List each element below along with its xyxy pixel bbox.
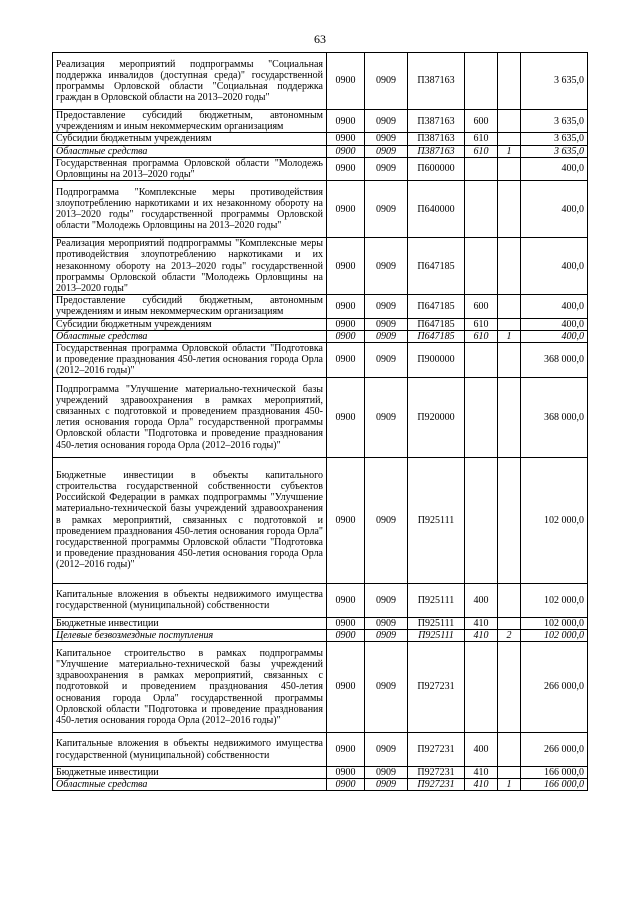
row-section-code: 0909 [365,133,408,145]
table-row [53,343,588,378]
row-expense-type: 410 [465,617,498,629]
row-target-code: П647185 [408,238,465,295]
row-amount: 102 000,0 [521,457,588,583]
row-gp-code: 0900 [327,457,365,583]
row-expense-type [465,377,498,457]
row-section-code: 0909 [365,295,408,318]
row-source-code: 2 [498,629,521,641]
row-source-code [498,733,521,767]
row-name: Субсидии бюджетным учреждениям [53,318,327,330]
row-expense-type: 400 [465,733,498,767]
row-amount: 266 000,0 [521,642,588,733]
row-section-code: 0909 [365,583,408,617]
table-row [53,238,588,295]
row-name: Капитальные вложения в объекты недвижимого имущества государственной (муниципальной) собственности [53,583,327,617]
table-row [53,157,588,180]
row-section-code: 0909 [365,343,408,378]
row-name: Субсидии бюджетным учреждениям [53,133,327,145]
row-expense-type: 400 [465,583,498,617]
row-target-code: П387163 [408,133,465,145]
row-amount: 368 000,0 [521,343,588,378]
table-row [53,145,588,157]
row-expense-type: 600 [465,295,498,318]
row-amount: 400,0 [521,330,588,342]
row-name: Бюджетные инвестиции [53,617,327,629]
row-target-code: П387163 [408,53,465,110]
row-amount: 266 000,0 [521,733,588,767]
row-expense-type [465,343,498,378]
row-source-code: 1 [498,330,521,342]
row-source-code [498,110,521,133]
budget-table [52,52,588,791]
row-gp-code: 0900 [327,377,365,457]
row-name: Областные средства [53,779,327,791]
row-section-code: 0909 [365,767,408,779]
row-amount: 400,0 [521,295,588,318]
row-gp-code: 0900 [327,157,365,180]
row-amount: 3 635,0 [521,133,588,145]
row-expense-type [465,457,498,583]
row-source-code: 1 [498,145,521,157]
row-section-code: 0909 [365,181,408,238]
row-amount: 3 635,0 [521,110,588,133]
row-gp-code: 0900 [327,110,365,133]
row-amount: 368 000,0 [521,377,588,457]
row-amount: 400,0 [521,181,588,238]
row-source-code [498,157,521,180]
row-source-code [498,238,521,295]
table-row [53,733,588,767]
row-gp-code: 0900 [327,767,365,779]
row-target-code: П647185 [408,330,465,342]
row-section-code: 0909 [365,318,408,330]
row-amount: 3 635,0 [521,53,588,110]
row-expense-type [465,642,498,733]
table-row [53,110,588,133]
row-section-code: 0909 [365,145,408,157]
table-row [53,642,588,733]
row-amount: 102 000,0 [521,629,588,641]
row-name: Областные средства [53,145,327,157]
row-section-code: 0909 [365,779,408,791]
row-section-code: 0909 [365,457,408,583]
row-gp-code: 0900 [327,53,365,110]
row-target-code: П640000 [408,181,465,238]
row-target-code: П927231 [408,733,465,767]
row-target-code: П927231 [408,767,465,779]
row-source-code [498,457,521,583]
row-name: Предоставление субсидий бюджетным, автономным учреждениям и иным некоммерческим организациям [53,295,327,318]
row-name: Государственная программа Орловской области "Подготовка и проведение празднования 450-летия основания города Орла (2012–2016 годы)" [53,343,327,378]
table-row [53,318,588,330]
row-gp-code: 0900 [327,238,365,295]
row-amount: 166 000,0 [521,767,588,779]
row-amount: 102 000,0 [521,617,588,629]
row-section-code: 0909 [365,157,408,180]
row-expense-type [465,181,498,238]
table-row [53,377,588,457]
row-amount: 400,0 [521,318,588,330]
row-expense-type [465,157,498,180]
row-expense-type: 610 [465,330,498,342]
table-row [53,181,588,238]
row-name: Капитальное строительство в рамках подпрограммы "Улучшение материально-технической базы учреждений здравоохранения в рамках мероприятий, связанных с подготовкой и проведением празднования 450-летия основания города Орла" государственной программы Орловской области "Подготовка и проведение празднования 450-летия основания города Орла (2012–2016 годы)" [53,642,327,733]
row-gp-code: 0900 [327,733,365,767]
row-name: Государственная программа Орловской области "Молодежь Орловщины на 2013–2020 годы" [53,157,327,180]
row-gp-code: 0900 [327,133,365,145]
row-source-code: 1 [498,779,521,791]
row-target-code: П900000 [408,343,465,378]
row-gp-code: 0900 [327,318,365,330]
table-row [53,53,588,110]
row-gp-code: 0900 [327,145,365,157]
table-row [53,629,588,641]
row-expense-type: 410 [465,767,498,779]
row-gp-code: 0900 [327,617,365,629]
table-row [53,330,588,342]
row-source-code [498,617,521,629]
row-source-code [498,377,521,457]
row-expense-type: 610 [465,318,498,330]
row-amount: 3 635,0 [521,145,588,157]
row-source-code [498,181,521,238]
row-amount: 166 000,0 [521,779,588,791]
row-source-code [498,642,521,733]
row-name: Бюджетные инвестиции в объекты капитального строительства государственной собственности субъектов Российской Федерации в рамках подпрограммы "Улучшение материально-технической базы учреждений здравоохранения в рамках мероприятий, связанных с подготовкой и проведением празднования 450-летия основания города Орла" государственной программы Орловской области "Подготовка и проведение празднования 450-летия основания города Орла (2012–2016 годы)" [53,457,327,583]
row-source-code [498,583,521,617]
row-section-code: 0909 [365,110,408,133]
row-gp-code: 0900 [327,330,365,342]
row-source-code [498,318,521,330]
row-target-code: П647185 [408,318,465,330]
row-gp-code: 0900 [327,295,365,318]
row-source-code [498,295,521,318]
row-source-code [498,53,521,110]
row-name: Реализация мероприятий подпрограммы "Социальная поддержка инвалидов (доступная среда)" государственной программы Орловской области "Социальная поддержка граждан в Орловской области на 2013–2020 годы" [53,53,327,110]
table-row [53,457,588,583]
table-row [53,583,588,617]
row-expense-type: 600 [465,110,498,133]
row-source-code [498,133,521,145]
row-gp-code: 0900 [327,642,365,733]
row-target-code: П387163 [408,145,465,157]
table-row [53,133,588,145]
table-row [53,767,588,779]
row-section-code: 0909 [365,617,408,629]
row-name: Подпрограмма "Улучшение материально-технической базы учреждений здравоохранения в рамках мероприятий, связанных с подготовкой и проведением празднования 450-летия основания города Орла" государственной программы Орловской области "Подготовка и проведение празднования 450-летия основания города Орла (2012–2016 годы)" [53,377,327,457]
row-name: Реализация мероприятий подпрограммы "Комплексные меры противодействия злоупотреблению наркотиками и их незаконному обороту на 2013–2020 годы" государственной программы Орловской области "Молодежь Орловщины на 2013–2020 годы" [53,238,327,295]
row-target-code: П387163 [408,110,465,133]
row-section-code: 0909 [365,733,408,767]
row-section-code: 0909 [365,629,408,641]
row-expense-type: 410 [465,779,498,791]
row-section-code: 0909 [365,377,408,457]
row-gp-code: 0900 [327,779,365,791]
row-expense-type: 610 [465,145,498,157]
row-target-code: П927231 [408,642,465,733]
row-name: Подпрограмма "Комплексные меры противодействия злоупотреблению наркотиками и их незаконному обороту на 2013–2020 годы" государственной программы Орловской области "Молодежь Орловщины на 2013–2020 годы" [53,181,327,238]
row-target-code: П927231 [408,779,465,791]
row-expense-type: 410 [465,629,498,641]
table-row [53,617,588,629]
row-target-code: П647185 [408,295,465,318]
row-expense-type [465,238,498,295]
row-expense-type: 610 [465,133,498,145]
row-expense-type [465,53,498,110]
row-amount: 400,0 [521,238,588,295]
row-section-code: 0909 [365,53,408,110]
row-amount: 400,0 [521,157,588,180]
row-gp-code: 0900 [327,343,365,378]
row-name: Бюджетные инвестиции [53,767,327,779]
table-row [53,779,588,791]
row-source-code [498,343,521,378]
row-name: Целевые безвозмездные поступления [53,629,327,641]
row-target-code: П925111 [408,583,465,617]
row-target-code: П925111 [408,629,465,641]
row-gp-code: 0900 [327,629,365,641]
table-row [53,295,588,318]
row-target-code: П925111 [408,457,465,583]
row-section-code: 0909 [365,238,408,295]
row-target-code: П920000 [408,377,465,457]
row-gp-code: 0900 [327,583,365,617]
row-gp-code: 0900 [327,181,365,238]
row-amount: 102 000,0 [521,583,588,617]
row-name: Капитальные вложения в объекты недвижимого имущества государственной (муниципальной) собственности [53,733,327,767]
row-section-code: 0909 [365,642,408,733]
row-source-code [498,767,521,779]
row-target-code: П600000 [408,157,465,180]
page-number: 63 [314,32,326,46]
row-name: Предоставление субсидий бюджетным, автономным учреждениям и иным некоммерческим организациям [53,110,327,133]
row-section-code: 0909 [365,330,408,342]
row-target-code: П925111 [408,617,465,629]
row-name: Областные средства [53,330,327,342]
